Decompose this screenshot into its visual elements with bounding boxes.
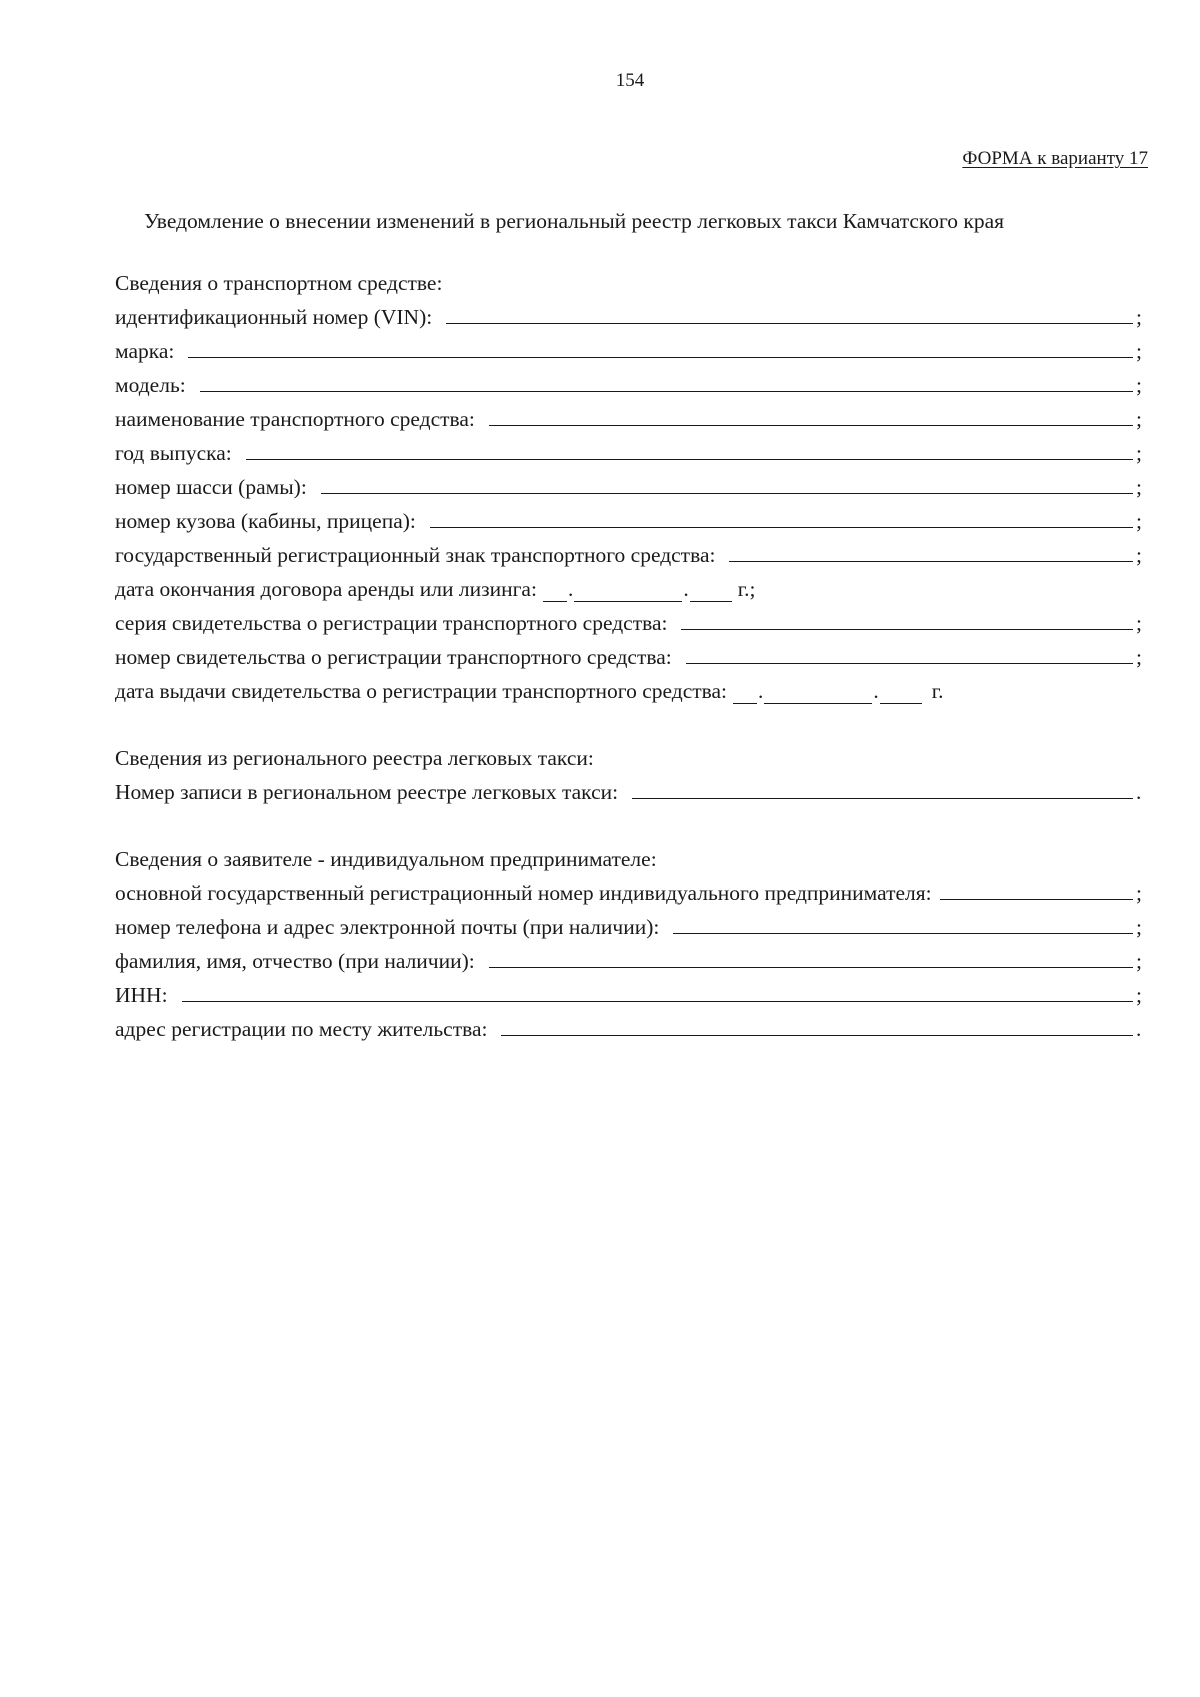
address-input-line[interactable] xyxy=(501,1034,1133,1036)
cert-series-field[interactable]: серия свидетельства о регистрации транспортного средства: ; xyxy=(115,611,1142,635)
record-number-input-line[interactable] xyxy=(632,797,1133,799)
body-input-line[interactable] xyxy=(430,526,1133,528)
vehicle-name-label: наименование транспортного средства: xyxy=(115,407,475,431)
plate-field[interactable]: государственный регистрационный знак транспортного средства: ; xyxy=(115,543,1142,567)
brand-label: марка: xyxy=(115,339,175,363)
model-label: модель: xyxy=(115,373,186,397)
contacts-label: номер телефона и адрес электронной почты (при наличии): xyxy=(115,915,660,939)
lease-end-label: дата окончания договора аренды или лизинга: xyxy=(115,577,537,601)
year-input-line[interactable] xyxy=(246,458,1133,460)
year-field[interactable]: год выпуска: ; xyxy=(115,441,1142,465)
lease-end-year[interactable] xyxy=(690,583,732,602)
lease-end-day[interactable] xyxy=(543,583,567,602)
vin-field[interactable]: идентификационный номер (VIN): ; xyxy=(115,305,1142,329)
lease-end-month[interactable] xyxy=(574,583,682,602)
ogrnip-field[interactable]: основной государственный регистрационный номер индивидуального предпринимателя: ; xyxy=(115,881,1142,905)
cert-date[interactable]: . . г. xyxy=(733,679,944,704)
inn-field[interactable]: ИНН: ; xyxy=(115,983,1142,1007)
inn-label: ИНН: xyxy=(115,983,168,1007)
body-field[interactable]: номер кузова (кабины, прицепа): ; xyxy=(115,509,1142,533)
applicant-section-heading: Сведения о заявителе - индивидуальном предпринимателе: xyxy=(115,847,657,871)
contacts-input-line[interactable] xyxy=(673,932,1133,934)
lease-end-field[interactable] xyxy=(115,568,1144,602)
registry-section-heading: Сведения из регионального реестра легковых такси: xyxy=(115,746,594,770)
cert-series-input-line[interactable] xyxy=(681,628,1133,630)
cert-date-field[interactable] xyxy=(115,670,1144,704)
cert-date-day[interactable] xyxy=(733,685,757,704)
body-label: номер кузова (кабины, прицепа): xyxy=(115,509,416,533)
record-number-field[interactable]: Номер записи в региональном реестре легковых такси: . xyxy=(115,780,1142,804)
chassis-input-line[interactable] xyxy=(321,492,1133,494)
cert-date-month[interactable] xyxy=(764,685,872,704)
chassis-field[interactable]: номер шасси (рамы): ; xyxy=(115,475,1142,499)
plate-label: государственный регистрационный знак транспортного средства: xyxy=(115,543,716,567)
full-name-input-line[interactable] xyxy=(489,966,1133,968)
ogrnip-label: основной государственный регистрационный номер индивидуального предпринимателя: xyxy=(115,881,932,905)
brand-input-line[interactable] xyxy=(188,356,1133,358)
cert-date-year[interactable] xyxy=(880,685,922,704)
model-input-line[interactable] xyxy=(200,390,1133,392)
vin-input-line[interactable] xyxy=(446,322,1133,324)
model-field[interactable]: модель: ; xyxy=(115,373,1142,397)
cert-date-label: дата выдачи свидетельства о регистрации транспортного средства: xyxy=(115,679,728,703)
lease-end-date[interactable]: . . г.; xyxy=(543,577,756,602)
inn-input-line[interactable] xyxy=(182,1000,1133,1002)
cert-number-input-line[interactable] xyxy=(686,662,1133,664)
full-name-field[interactable]: фамилия, имя, отчество (при наличии): ; xyxy=(115,949,1142,973)
vin-label: идентификационный номер (VIN): xyxy=(115,305,433,329)
address-label: адрес регистрации по месту жительства: xyxy=(115,1017,488,1041)
cert-series-label: серия свидетельства о регистрации транспортного средства: xyxy=(115,611,668,635)
document-title: Уведомление о внесении изменений в региональный реестр легковых такси Камчатского края xyxy=(144,209,1005,233)
page-number: 154 xyxy=(615,70,645,91)
full-name-label: фамилия, имя, отчество (при наличии): xyxy=(115,949,475,973)
contacts-field[interactable]: номер телефона и адрес электронной почты (при наличии): ; xyxy=(115,915,1142,939)
plate-input-line[interactable] xyxy=(729,560,1133,562)
chassis-label: номер шасси (рамы): xyxy=(115,475,307,499)
year-label: год выпуска: xyxy=(115,441,232,465)
ogrnip-input-line[interactable] xyxy=(940,898,1133,900)
brand-field[interactable]: марка: ; xyxy=(115,339,1142,363)
vehicle-name-input-line[interactable] xyxy=(489,424,1133,426)
vehicle-section-heading: Сведения о транспортном средстве: xyxy=(115,271,443,295)
address-field[interactable]: адрес регистрации по месту жительства: . xyxy=(115,1017,1142,1041)
record-number-label: Номер записи в региональном реестре легковых такси: xyxy=(115,780,619,804)
vehicle-name-field[interactable]: наименование транспортного средства: ; xyxy=(115,407,1142,431)
cert-number-label: номер свидетельства о регистрации транспортного средства: xyxy=(115,645,672,669)
cert-number-field[interactable]: номер свидетельства о регистрации транспортного средства: ; xyxy=(115,645,1142,669)
form-reference: ФОРМА к варианту 17 xyxy=(962,148,1148,169)
